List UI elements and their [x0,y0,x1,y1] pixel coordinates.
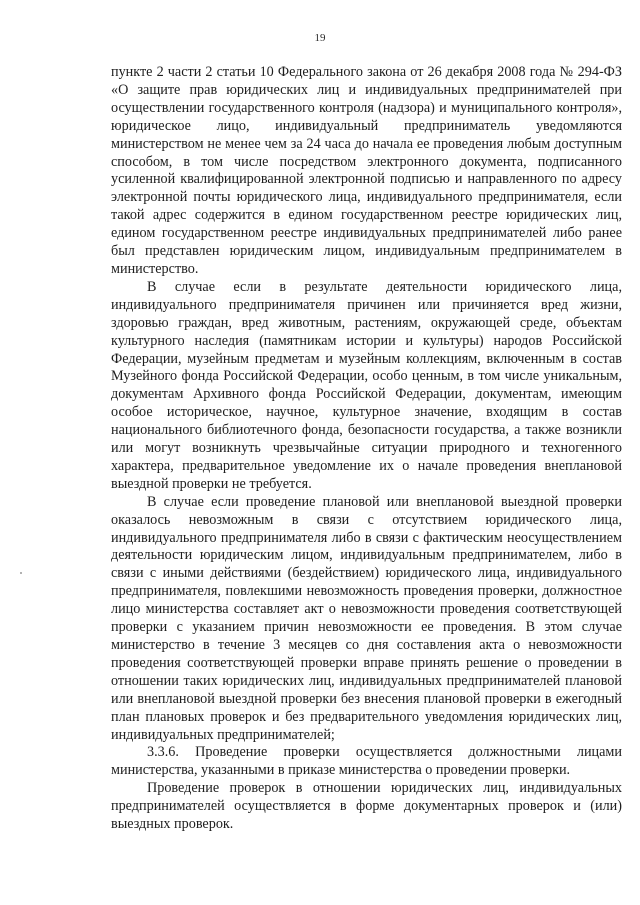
paragraph-impossible-inspection: В случае если проведение плановой или внеплановой выездной проверки оказалось невозможным в связи с отсутствием юридического лица, индивидуального предпринимателя либо в связи с фактическим неосуществлением деятельности юридическим лицом, индивидуальным предпринимателем, либо в связи с иными действиями (бездействием) юридического лица, индивидуального предпринимателя, повлекшими невозможность проведения проверки, должностное лицо министерства составляет акт о невозможности проведения соответствующей проверки с указанием причин невозможности ее проведения. В этом случае министерство в течение 3 месяцев со дня составления акта о невозможности проведения соответствующей проверки вправе принять решение о проведении в отношении таких юридических лиц, индивидуальных предпринимателей плановой или внеплановой выездной проверки без внесения плановой проверки в ежегодный план плановых проверок и без предварительного уведомления юридических лиц, индивидуальных предпринимателей; [111,493,622,743]
paragraph-inspection-forms: Проведение проверок в отношении юридических лиц, индивидуальных предпринимателей осуществляется в форме документарных проверок и (или) выездных проверок. [111,780,622,833]
paragraph-continuation: пункте 2 части 2 статьи 10 Федерального закона от 26 декабря 2008 года № 294-ФЗ «О защите прав юридических лиц и индивидуальных предпринимателей при осуществлении государственного контроля (надзора) и муниципального контроля», юридическое лицо, индивидуальный предприниматель уведомляются министерством не менее чем за 24 часа до начала ее проведения любым доступным способом, в том числе посредством электронного документа, подписанного усиленной квалифицированной электронной подписью и направленного по адресу электронной почты юридического лица, индивидуального предпринимателя, если такой адрес содержится в едином государственном реестре юридических лиц, едином государственном реестре индивидуальных предпринимателей либо ранее был представлен юридическим лицом, индивидуальным предпринимателем в министерство. [111,64,622,277]
scan-speck [20,572,22,574]
document-body [111,64,622,834]
paragraph-harm-case: В случае если в результате деятельности юридического лица, индивидуального предпринимателя причинен или причиняется вред жизни, здоровью граждан, вред животным, растениям, окружающей среде, объектам культурного наследия (памятникам истории и культуры) народов Российской Федерации, музейным предметам и музейным коллекциям, включенным в состав Музейного фонда Российской Федерации, особо ценным, в том числе уникальным, документам Архивного фонда Российской Федерации, документам, имеющим особое историческое, научное, культурное значение, входящим в состав национального библиотечного фонда, безопасности государства, а также возникли или могут возникнуть чрезвычайные ситуации природного и техногенного характера, предварительное уведомление их о начале проведения внеплановой выездной проверки не требуется. [111,278,622,492]
paragraph-3-3-6: 3.3.6. Проведение проверки осуществляется должностными лицами министерства, указанными в приказе министерства о проведении проверки. [111,744,622,779]
page-number: 19 [314,32,326,44]
